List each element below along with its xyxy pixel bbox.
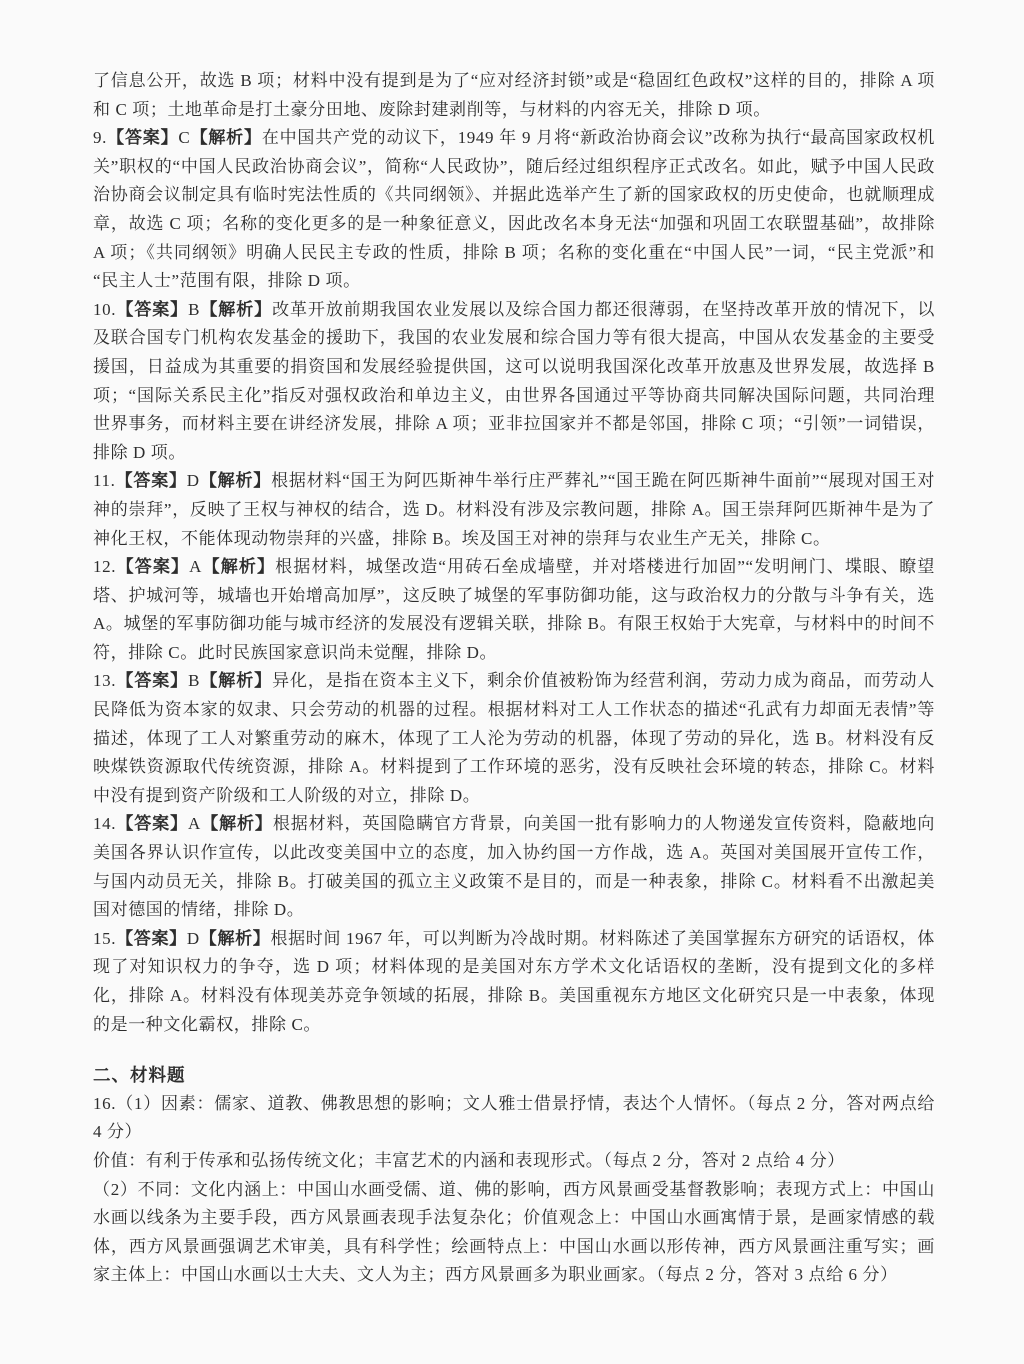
material-answer-16-part1: 16.（1）因素：儒家、道教、佛教思想的影响；文人雅士借景抒情，表达个人情怀。（每点 2 分，答对两点给 4 分） [93, 1093, 935, 1142]
question-number: 12. [93, 557, 117, 577]
analysis-text: 根据时间 1967 年，可以判断为冷战时期。材料陈述了美国掌握东方研究的话语权，体现了对知识权力的争夺，选 D 项；材料体现的是美国对东方学术文化话语权的垄断，没有提到文化的多样化，排除 A。材料没有体现美苏竞争领域的拓展，排除 B。美国重视东方地区文化研究只是一中表象，体现的是一种文化霸权，排除 C。 [93, 928, 935, 1034]
analysis-label: 【解析】 [199, 471, 272, 491]
answer-item-11 [93, 467, 935, 553]
answer-item-10 [93, 296, 935, 468]
material-answer-16-value: 价值：有利于传承和弘扬传统文化；丰富艺术的内涵和表现形式。（每点 2 分，答对 2 点给 4 分） [93, 1150, 845, 1170]
intro-continuation-paragraph: 了信息公开，故选 B 项；材料中没有提到是为了“应对经济封锁”或是“稳固红色政权”这样的目的，排除 A 项和 C 项；土地革命是打土豪分田地、废除封建剥削等，与材料的内容无关，排除 D 项。 [93, 71, 935, 119]
analysis-label: 【解析】 [200, 299, 273, 319]
analysis-text: 在中国共产党的动议下，1949 年 9 月将“新政治协商会议”改称为执行“最高国家政权机关”职权的“中国人民政治协商会议”，简称“人民政协”，随后经过组织程序正式改名。如此，赋予中国人民政治协商会议制定具有临时宪法性质的《共同纲领》、并据此选举产生了新的国家政权的历史使命，也就顺理成章，故选 C 项；名称的变化更多的是一种象征意义，因此改名本身无法“加强和巩固工农联盟基础”，故排除 A 项；《共同纲领》明确人民民主专政的性质，排除 B 项；名称的变化重在“中国人民”一词，“民主党派”和“民主人士”范围有限，排除 D 项。 [93, 128, 936, 291]
answer-letter: B [188, 299, 201, 319]
analysis-text: 根据材料“国王为阿匹斯神牛举行庄严葬礼”“国王跪在阿匹斯神牛面前”“展现对国王对神的崇拜”，反映了王权与神权的结合，选 D。材料没有涉及宗教问题，排除 A。国王崇拜阿匹斯神牛是为了神化王权，不能体现动物崇拜的兴盛，排除 B。埃及国王对神的崇拜与农业生产无关，排除 C。 [93, 471, 935, 548]
answer-letter: C [178, 128, 191, 148]
question-number: 11. [93, 471, 116, 491]
material-answer-16-part2: （2）不同：文化内涵上：中国山水画受儒、道、佛的影响，西方风景画受基督教影响；表现方式上：中国山水画以线条为主要手段，西方风景画表现手法复杂化；价值观念上：中国山水画寓情于景，是画家情感的载体，西方风景画强调艺术审美，具有科学性；绘画特点上：中国山水画以形传神，西方风景画注重写实；画家主体上：中国山水画以士大夫、文人为主；西方风景画多为职业画家。（每点 2 分，答对 3 点给 6 分） [93, 1179, 935, 1285]
answer-label: 【答案】 [106, 128, 179, 148]
question-number: 14. [93, 814, 117, 834]
answer-letter: A [189, 557, 203, 577]
answer-item-9 [93, 124, 935, 296]
question-number: 9. [93, 128, 107, 148]
answer-letter: A [188, 814, 201, 834]
answer-item-14 [93, 810, 935, 924]
analysis-label: 【解析】 [190, 128, 262, 148]
question-number: 13. [93, 671, 117, 691]
answer-letter: D [186, 928, 200, 948]
answer-label: 【答案】 [116, 671, 189, 691]
answer-label: 【答案】 [116, 814, 188, 834]
section-heading-material-questions: 二、材料题 [93, 1065, 186, 1086]
answer-item-13 [93, 667, 935, 810]
answer-item-12 [93, 553, 935, 667]
answer-label: 【答案】 [116, 557, 190, 577]
answer-letter: D [186, 471, 200, 491]
analysis-text: 异化，是指在资本主义下，剩余价值被粉饰为经营利润，劳动力成为商品，而劳动人民降低为资本家的奴隶、只会劳动的机器的过程。根据材料对工人工作状态的描述“孔武有力却面无表情”等描述，体现了工人对繁重劳动的麻木，体现了工人沦为劳动的机器，体现了劳动的异化，选 B。材料没有反映煤铁资源取代传统资源，排除 A。材料提到了工作环境的恶劣，没有反映社会环境的转态，排除 C。材料中没有提到资产阶级和工人阶级的对立，排除 D。 [93, 671, 935, 805]
question-number: 10. [93, 299, 117, 319]
analysis-text: 根据材料，城堡改造“用砖石垒成墙壁，并对塔楼进行加固”“发明闸门、堞眼、瞭望塔、护城河等，城墙也开始增高加厚”，这反映了城堡的军事防御功能，这与政治权力的分散与斗争有关，选 A。城堡的军事防御功能与城市经济的发展没有逻辑关联，排除 B。有限王权始于大宪章，与材料中的时间不符，排除 C。此时民族国家意识尚未觉醒，排除 D。 [93, 557, 936, 662]
analysis-text: 改革开放前期我国农业发展以及综合国力都还很薄弱，在坚持改革开放的情况下，以及联合国专门机构农发基金的援助下，我国的农业发展和综合国力等有很大提高，中国从农发基金的主要受援国，日益成为其重要的捐资国和发展经验提供国，这可以说明我国深化改革开放惠及世界发展，故选择 B 项；“国际关系民主化”指反对强权政治和单边主义，由世界各国通过平等协商共同解决国际问题，共同治理世界事务，而材料主要在讲经济发展，排除 A 项；亚非拉国家并不都是邻国，排除 C 项；“引领”一词错误，排除 D 项。 [93, 299, 935, 462]
analysis-label: 【解析】 [200, 814, 273, 834]
analysis-label: 【解析】 [202, 557, 276, 577]
answer-label: 【答案】 [115, 471, 187, 491]
answer-letter: B [188, 671, 201, 691]
answer-label: 【答案】 [116, 299, 189, 319]
answer-item-15 [93, 925, 935, 1039]
analysis-label: 【解析】 [200, 671, 273, 691]
analysis-label: 【解析】 [199, 928, 271, 948]
question-number: 15. [93, 928, 117, 948]
analysis-text: 根据材料，英国隐瞒官方背景，向美国一批有影响力的人物递发宣传资料，隐蔽地向美国各界认识作宣传，以此改变美国中立的态度，加入协约国一方作战，选 A。英国对美国展开宣传工作，与国内动员无关，排除 B。打破美国的孤立主义政策不是目的，而是一种表象，排除 C。材料看不出激起美国对德国的情绪，排除 D。 [93, 814, 936, 920]
answer-label: 【答案】 [116, 928, 187, 948]
